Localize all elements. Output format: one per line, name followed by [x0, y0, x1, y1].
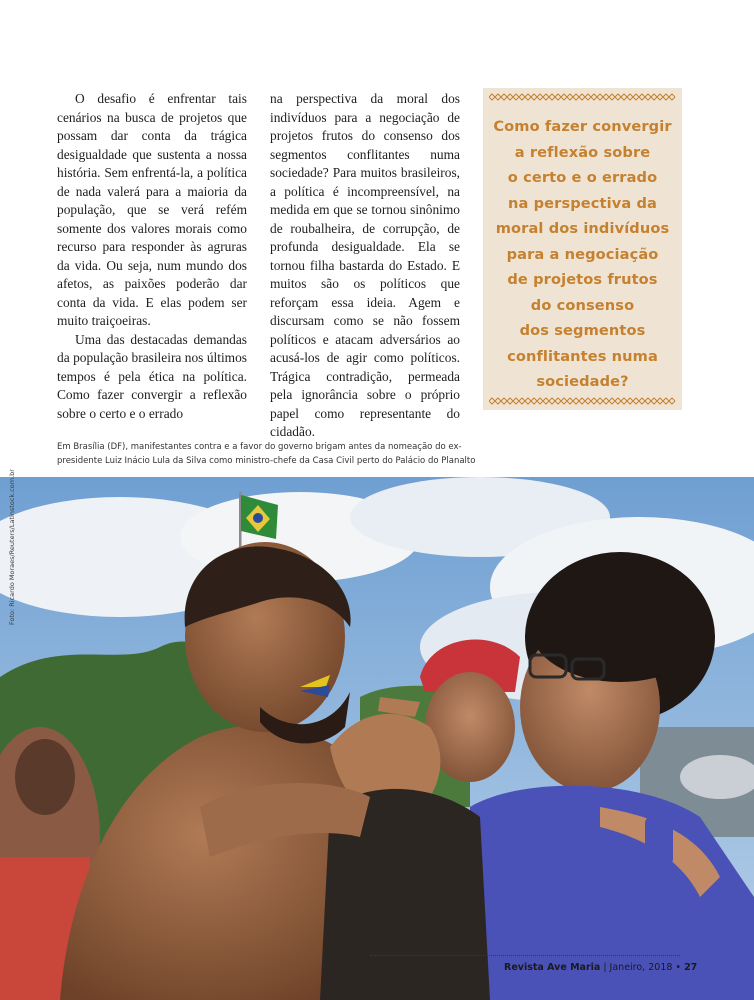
- decorative-border-top: [489, 92, 676, 102]
- footer-rule: [370, 955, 680, 956]
- caption-line: presidente Luiz Inácio Lula da Silva como ministro-chefe da Casa Civil perto do Palácio do Planalto: [57, 455, 476, 466]
- pull-quote-line: conflitantes numa: [507, 347, 658, 365]
- magazine-name: Revista Ave Maria: [504, 962, 601, 973]
- photo-caption: [57, 441, 477, 468]
- pull-quote-line: do consenso: [530, 296, 635, 314]
- pull-quote-text: [489, 114, 676, 395]
- pull-quote-line: na perspectiva da: [508, 194, 657, 212]
- pull-quote-line: Como fazer convergir: [493, 118, 672, 135]
- decorative-border-bottom: [489, 396, 676, 406]
- pull-quote-line: de projetos frutos: [507, 271, 658, 288]
- pull-quote-line: moral dos indivíduos: [495, 220, 670, 237]
- pull-quote-box: [483, 88, 682, 410]
- article-column-2: [270, 90, 460, 442]
- pull-quote-line: a reflexão sobre: [514, 143, 651, 161]
- issue-date: | Janeiro, 2018 •: [603, 962, 682, 973]
- article-paragraph: Uma das destacadas demandas da população brasileira nos últimos tempos é pela ética na política. Como fazer convergir a reflexão sobre o certo e o errado: [57, 331, 247, 421]
- article-column-1: [57, 90, 247, 423]
- photo-credit: Foto: Ricardo Moraes/Reuters/Latinstock.com.br: [8, 469, 16, 625]
- caption-line: Em Brasília (DF), manifestantes contra e a favor do governo brigam antes da nomeação do ex-: [57, 442, 462, 452]
- article-paragraph: na perspectiva da moral dos indivíduos para a negociação de projetos frutos do consenso dos segmentos conflitantes numa sociedade? Para muitos brasileiros, a política é incompreensível, na medida em que se tornou sinônimo de roubalheira, de corrupção, de profunda desigualdade. Ela se tornou filha bastarda do Estado. E muitos são os políticos que reforçam essa ideia. Agem e discursam como se não fossem políticos e atacam adversários ao acusá-los de agir como políticos. Trágica contradição, permeada pela ignorância sobre o próprio papel como representante do cidadão.: [270, 91, 460, 439]
- page-number: 27: [684, 962, 698, 973]
- pull-quote-line: sociedade?: [536, 373, 629, 390]
- page-footer: [504, 962, 697, 973]
- pull-quote-line: dos segmentos: [519, 322, 646, 339]
- pull-quote-line: o certo e o errado: [507, 169, 658, 186]
- article-paragraph: O desafio é enfrentar tais cenários na busca de projetos que possam dar conta da trágica desigualdade que sustenta a nossa história. Sem enfrentá-la, a política de nada valerá para a maioria da população, que se verá refém somente dos valores morais como recurso para responder às agruras da vida. Ou seja, num mundo dos afetos, as paixões poderão dar conta da vida. E elas podem ser muito traiçoeiras.: [57, 91, 247, 328]
- pull-quote-line: para a negociação: [506, 245, 659, 263]
- protest-photo: [0, 477, 754, 1000]
